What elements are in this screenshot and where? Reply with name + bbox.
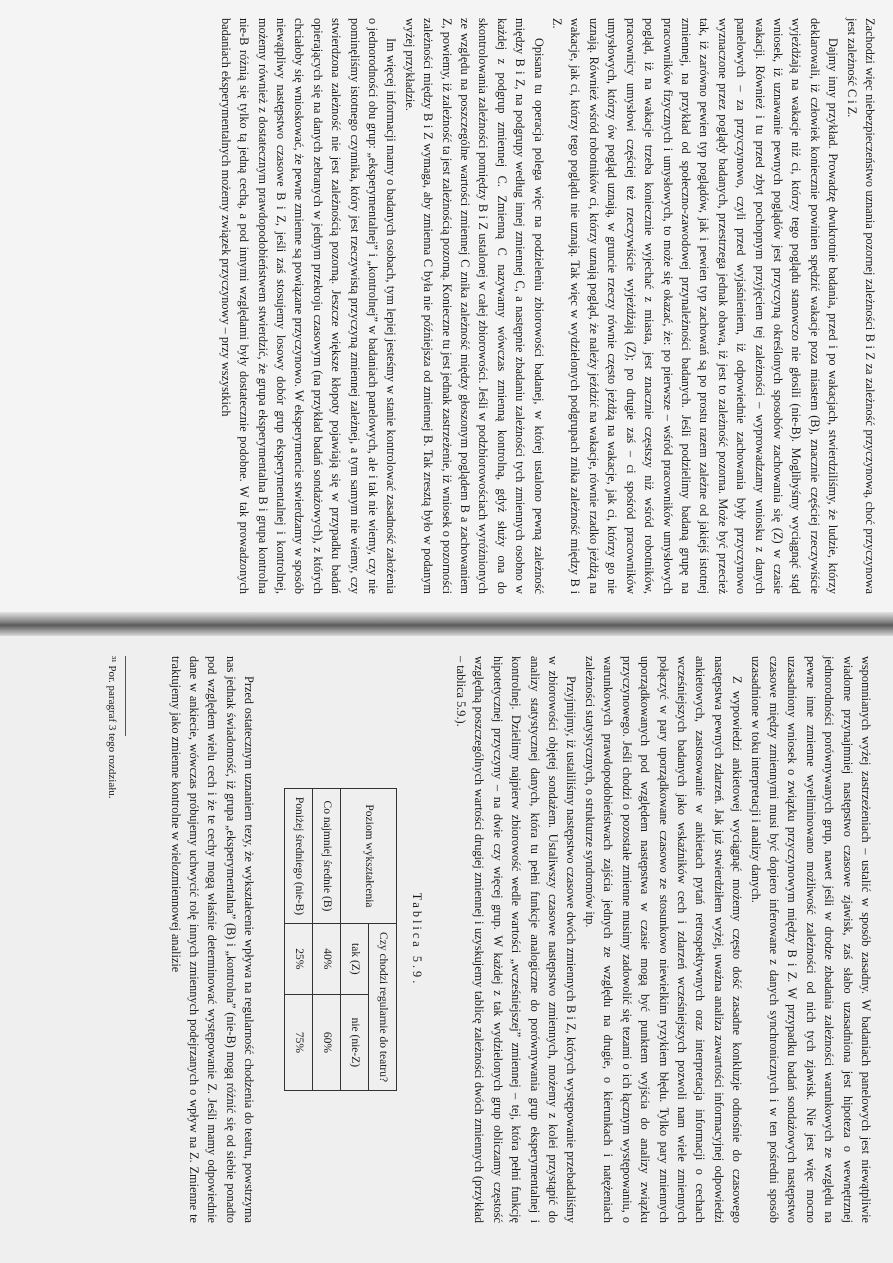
table-cell: 75% (285, 994, 313, 1091)
table-cell: Poniżej średniego (nie-B) (285, 788, 313, 923)
table-col-yes: tak (Z) (341, 924, 369, 995)
table-row (313, 788, 341, 1090)
paragraph: Dajmy inny przykład. Prowadzę dwukrotnie badania, przed i po wakacjach, stwierdziliśmy, że ludzie, którzy deklarowali, iż człowiek koniecznie powinien spędzić wakacje poza miastem (B), znacznie częściej rzeczywiście wyjeżdżają na wakacje niż ci, którzy tego poglądu stanowczo nie głosili (nie-B). Moglibyśmy wyciągnąć stąd wniosek, iż uznawanie pewnych poglądów jest przyczyną określonych sposobów zachowania się (Z) w czasie wakacji. Również i tu przed zbyt pochopnym przyjęciem tej zależności – wyprowadzamy wniosku z danych panelowych – za przyczynowo, czyli przed wyjaśnieniem, iż odpowiednie zachowania były przyczynowo wyznaczone przez poglądy badanych, przestrzega jednak obawa, iż jest to zależność pozorna. Może być przecież tak, iż zarówno pewien typ poglądów, jak i pewien typ zachowań są po prostu razem zależne od jakiejś istotnej zmiennej, na przykład od społeczno-zawodowej przynależności badanych. Jeśli podzielimy badaną grupę na pracowników fizycznych i umysłowych, to może się okazać, że: po pierwsze – wśród pracowników umysłowych pogląd, iż na wakacje trzeba koniecznie wyjechać z miasta, jest znacznie częstszy niż wśród robotników, pracownicy umysłowi częściej też rzeczywiście wyjeżdżają (Z); po drugie zaś – ci spośród pracowników umysłowych, którzy ów pogląd uznają, w gruncie rzeczy równie często jeżdżą na wakacje, jak ci, którzy go nie uznają. Również wśród robotników ci, którzy uznają pogląd, że należy jeździć na wakacje, równie rzadko jeżdżą na wakacje, jak ci, którzy tego poglądu nie uznają. Tak więc w wydzielonych podgrupach znika zależność między B i Z. (550, 18, 841, 594)
paragraph: Im więcej informacji mamy o badanych osobach, tym lepiej jesteśmy w stanie kontrolować zasadność założenia o jednorodności obu grup: „eksperymentalnej” i „kontrolnej” w badaniach panelowych, ale i tak nie wiemy, czy nie pominęliśmy istotnego czynnika, który jest rzeczywistą przyczyną zmiennej zależnej, a tym samym nie wiemy, czy stwierdzona zależność nie jest zależnością pozorną. Jeszcze większe kłopoty pojawiają się w przypadku badań opierających się na danych zebranych w jednym przekroju czasowym (na przykład badań sondażowych), z których chciałoby się wnioskować, że pewne zmienne są powiązane przyczynowo. W eksperymencie stwierdzamy w sposób niewątpliwy następstwo czasowe B i Z, jeśli zaś stosujemy losowy dobór grup eksperymentalnej i kontrolnej, możemy również z dostatecznym prawdopodobieństwem stwierdzić, że grupa eksperymentalna B i grupa kontrolna nie-B różnią się tylko tą jedną cechą, a pod innymi względami były dostatecznie podobne. W tak prowadzonych badaniach eksperymentalnych możemy związek przyczynowy – przy wszystkich (218, 18, 399, 594)
data-table (284, 788, 397, 1091)
table-cell: 25% (285, 924, 313, 995)
table-row-header: Poziom wykształcenia (341, 788, 397, 923)
right-page (0, 636, 893, 1263)
paragraph: Opisana tu operacja polega więc na podzieleniu zbiorowości badanej, w której ustalono pewną zależność między B i Z, na podgrupy według innej zmiennej C, a następnie zbadaniu zależności tych zmiennych osobno w każdej z podgrup zmiennej C. Zmienną C nazywamy wówczas zmienną kontrolną, gdyż służy ona do skontrolowania zależności pomiędzy B i Z ustalonej w całej zbiorowości. Jeśli w podzbiorowościach wyróżnionych ze względu na poszczególne wartości zmiennej C znika zależność między głoszonym poglądem B a zachowaniem Z, powiemy, iż zależność ta jest zależnością pozorną. Konieczne tu jest jednak zastrzeżenie, iż wniosek o pozorności zależności między B i Z wymaga, aby zmienna C była nie późniejsza od zmiennej B. Tak zresztą było w podanym wyżej przykładzie. (402, 18, 546, 594)
table-caption: Tablica 5.9. (409, 892, 424, 987)
book-gutter (0, 612, 893, 636)
paragraph: Z wypowiedzi ankietowej wyciągnąć możemy często dość zasadne konkluzje odnośnie do czasowego następstwa pewnych zdarzeń. Jak już stwierdziłem wyżej, uważna analiza zawartości informacyjnej odpowiedzi ankietowych, zastosowanie w ankietach pytań retrospektywnych oraz interpretacja informacji o cechach wcześniejszych badanych jako wskaźników cech i zdarzeń wcześniejszych pozwoli nam wiele zmiennych połączyć w pary uporządkowane czasowo ze stosunkowo niewielkim ryzykiem błędu. Tylko pary zmiennych uporządkowanych pod względem następstwa w czasie mogą być punktem wyjścia do analizy związku przyczynowego. Jeśli chodzi o pozostałe zmienne musimy zadowolić się tezami o ich łącznym występowaniu, o warunkowych prawdopodobieństwach zajścia jednych ze względu na drugie, o kierunkach i natężeniach zależności statystycznych, o strukturze syndromów itp. (582, 656, 745, 1223)
footnote-divider (125, 656, 126, 736)
left-page (0, 0, 893, 612)
paragraph: Zachodzi więc niebezpieczeństwo uznania pozornej zależności B i Z za zależność przyczynową, choć przyczynowa jest zależność C i Z. (844, 18, 877, 594)
footnote: ³¹ Por. paragraf 3 tego rozdziału. (106, 656, 119, 799)
table-cell: 60% (313, 994, 341, 1091)
table-row (285, 788, 313, 1090)
paragraph: wspomnianych wyżej zastrzeżeniach – ustalić w sposób zasadny. W badaniach panelowych jest niewątpliwie wiadome przynajmniej następstwo czasowe zjawisk, zaś słabo uzasadniona jest hipoteza o wewnętrznej jednorodności porównywanych grup, nawet jeśli w drodze zbadania zależności warunkowych ze względu na pewne inne zmienne wyeliminowano możliwość zależności od nich tych zjawisk. Nie jest więc mocno uzasadniony wniosek o związku przyczynowym między B i Z. W przypadku badań sondażowych następstwo czasowe między zmiennymi musi być dopiero inferowane z danych synchronicznych i w ten pośredni sposób uzasadnione w toku interpretacji i analizy danych. (748, 656, 873, 1223)
paragraph: Przed ostatecznym uznaniem tezy, że wykształcenie wpływa na regularność chodzenia do teatru, powstrzyma nas jednak świadomość, iż grupa „eksperymentalna” (B) i „kontrolna” (nie-B) mogą różnić się od siebie ponadto pod względem wielu cech i że te cechy mogą właśnie determinować występowanie Z. Jeśli mamy odpowiednie dane w ankiecie, wówczas próbujemy uchwycić rolę innych zmiennych podejrzanych o wpływ na Z. Zmienne te traktujemy jako zmienne kontrolne w wielozmiennowej analizie (168, 656, 257, 1223)
paragraph: Przyjmijmy, iż ustaliliśmy następstwo czasowe dwóch zmiennych B i Z, których występowanie przebadaliśmy w zbiorowości objętej sondażem. Ustaliwszy czasowe następstwo zmiennych, możemy z kolei przystąpić do analizy statystycznej danych, która tu pełni funkcje analogiczne do porównywania grup eksperymentalnej i kontrolnej. Dzielimy najpierw zbiorowość wedle wartości „wcześniejszej” zmiennej – tej, która pełni funkcję hipotetycznej przyczyny – na dwie czy więcej grup. W każdej z tak wydzielonych grup obliczamy częstość względną poszczególnych wartości drugiej zmiennej i uzyskujemy tablicę zależności dwóch zmiennych (przykład – tablica 5.9.). (454, 656, 579, 1223)
table-cell: 40% (313, 924, 341, 995)
table-cell: Co najmniej średnie (B) (313, 788, 341, 923)
table-group-header: Czy chodzi regularnie do teatru? (369, 924, 397, 1091)
table-col-no: nie (nie-Z) (341, 994, 369, 1091)
